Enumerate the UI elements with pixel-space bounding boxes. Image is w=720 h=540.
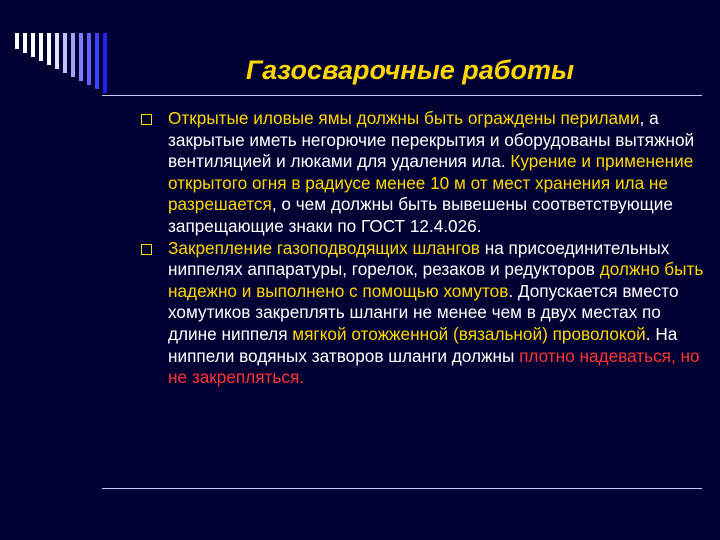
bullet-item-2 <box>141 238 711 389</box>
square-bullet-icon <box>141 114 152 125</box>
body-text: . На ниппели водяных затворов шланги должны <box>168 323 678 366</box>
body-text: , а закрытые иметь негорючие перекрытия и оборудованы вытяжной вентиляцией и люками для удаления ила. <box>168 108 695 172</box>
body-text: , о чем должны быть вывешены соответствующие запрещающие знаки по ГОСТ 12.4.026. <box>168 194 673 236</box>
slide-title: Газосварочные работы <box>245 55 575 85</box>
body-text: на присоединительных ниппелях аппаратуры, горелок, резаков и редукторов <box>168 237 670 280</box>
highlight-text: должно быть надежно и выполнено с помощью хомутов <box>168 259 704 301</box>
body-text: . Допускается вместо хомутиков закреплять шланги не менее чем в двух местах по длине ниппеля <box>168 280 679 344</box>
bottom-rule <box>102 488 702 489</box>
decorative-bars <box>15 33 125 93</box>
warning-text: плотно надеваться, но не закрепляться. <box>168 345 700 388</box>
title-underline <box>102 95 702 96</box>
highlight-text: Курение и применение открытого огня в радиусе менее 10 м от мест хранения ила не разрешается <box>168 151 694 215</box>
highlight-text: Закрепление газоподводящих шлангов <box>168 237 480 258</box>
bullet-item-1 <box>141 108 711 238</box>
highlight-text: Открытые иловые ямы должны быть ограждены перилами <box>168 108 640 128</box>
highlight-text: мягкой отожженной (вязальной) проволокой <box>292 323 646 344</box>
square-bullet-icon <box>141 244 152 255</box>
bullet-list <box>141 108 711 389</box>
